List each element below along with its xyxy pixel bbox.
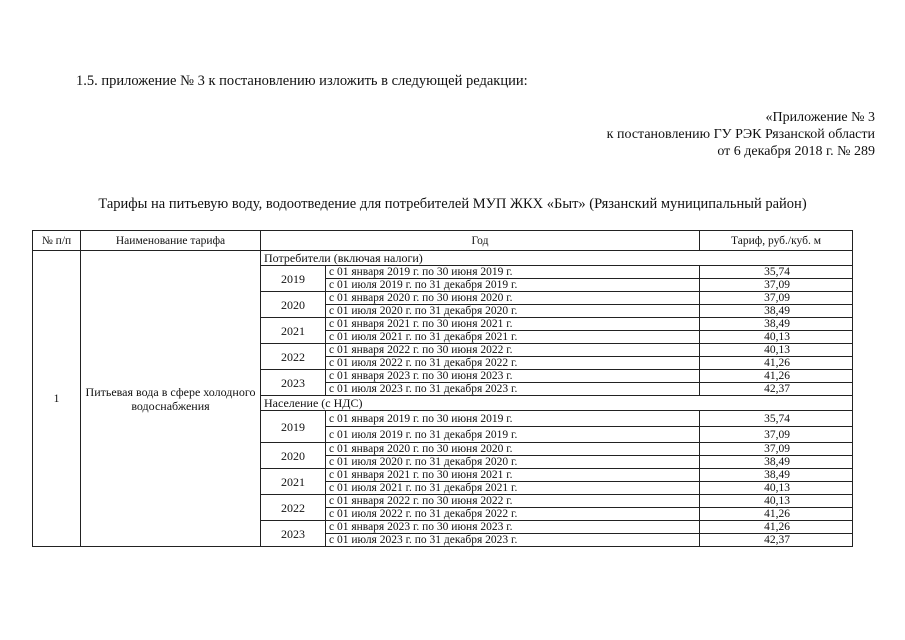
tariff-table [32,230,853,547]
period-cell: с 01 января 2020 г. по 30 июня 2020 г. [326,292,700,305]
period-cell: с 01 января 2023 г. по 30 июня 2023 г. [326,370,700,383]
header-tariff-value: Тариф, руб./куб. м [700,231,853,251]
tariff-cell: 41,26 [700,357,853,370]
tariff-cell: 40,13 [700,344,853,357]
year-cell: 2021 [261,469,326,495]
period-cell: с 01 июля 2021 г. по 31 декабря 2021 г. [326,331,700,344]
year-cell: 2023 [261,370,326,396]
tariff-cell: 42,37 [700,534,853,547]
year-cell: 2021 [261,318,326,344]
header-tariff-name: Наименование тарифа [81,231,261,251]
period-cell: с 01 июля 2019 г. по 31 декабря 2019 г. [326,279,700,292]
tariff-cell: 35,74 [700,266,853,279]
period-cell: с 01 июля 2021 г. по 31 декабря 2021 г. [326,482,700,495]
row-number: 1 [33,251,81,547]
period-cell: с 01 января 2020 г. по 30 июня 2020 г. [326,443,700,456]
table-header-row [33,231,853,251]
period-cell: с 01 января 2023 г. по 30 июня 2023 г. [326,521,700,534]
table-body [33,251,853,547]
amendment-intro: 1.5. приложение № 3 к постановлению изложить в следующей редакции: [76,73,528,89]
year-cell: 2022 [261,495,326,521]
appendix-line-3: от 6 декабря 2018 г. № 289 [717,144,875,159]
category-label: Потребители (включая налоги) [261,251,853,266]
year-cell: 2022 [261,344,326,370]
tariff-cell: 37,09 [700,279,853,292]
year-cell: 2020 [261,292,326,318]
year-cell: 2019 [261,266,326,292]
year-cell: 2020 [261,443,326,469]
header-number: № п/п [33,231,81,251]
tariff-name: Питьевая вода в сфере холодного водоснабжения [81,251,261,547]
period-cell: с 01 января 2021 г. по 30 июня 2021 г. [326,469,700,482]
table-title: Тарифы на питьевую воду, водоотведение для потребителей МУП ЖКХ «Быт» (Рязанский муниципальный район) [98,196,807,212]
category-row [33,251,853,266]
appendix-line-2: к постановлению ГУ РЭК Рязанской области [606,127,875,142]
tariff-cell: 37,09 [700,443,853,456]
tariff-cell: 41,26 [700,508,853,521]
tariff-cell: 37,09 [700,427,853,443]
tariff-cell: 37,09 [700,292,853,305]
tariff-cell: 42,37 [700,383,853,396]
year-cell: 2023 [261,521,326,547]
category-label: Население (с НДС) [261,396,853,411]
period-cell: с 01 января 2019 г. по 30 июня 2019 г. [326,411,700,427]
year-cell: 2019 [261,411,326,443]
period-cell: с 01 января 2019 г. по 30 июня 2019 г. [326,266,700,279]
period-cell: с 01 июля 2023 г. по 31 декабря 2023 г. [326,383,700,396]
period-cell: с 01 июля 2022 г. по 31 декабря 2022 г. [326,357,700,370]
tariff-cell: 38,49 [700,318,853,331]
period-cell: с 01 июля 2023 г. по 31 декабря 2023 г. [326,534,700,547]
period-cell: с 01 июля 2020 г. по 31 декабря 2020 г. [326,305,700,318]
tariff-cell: 41,26 [700,370,853,383]
tariff-cell: 40,13 [700,331,853,344]
tariff-cell: 41,26 [700,521,853,534]
period-cell: с 01 января 2021 г. по 30 июня 2021 г. [326,318,700,331]
tariff-cell: 40,13 [700,495,853,508]
tariff-cell: 38,49 [700,469,853,482]
period-cell: с 01 января 2022 г. по 30 июня 2022 г. [326,495,700,508]
period-cell: с 01 июля 2022 г. по 31 декабря 2022 г. [326,508,700,521]
period-cell: с 01 января 2022 г. по 30 июня 2022 г. [326,344,700,357]
tariff-cell: 38,49 [700,456,853,469]
period-cell: с 01 июля 2020 г. по 31 декабря 2020 г. [326,456,700,469]
appendix-header [607,109,875,160]
tariff-cell: 40,13 [700,482,853,495]
appendix-line-1: «Приложение № 3 [765,110,875,125]
period-cell: с 01 июля 2019 г. по 31 декабря 2019 г. [326,427,700,443]
tariff-cell: 35,74 [700,411,853,427]
tariff-cell: 38,49 [700,305,853,318]
header-year: Год [261,231,700,251]
